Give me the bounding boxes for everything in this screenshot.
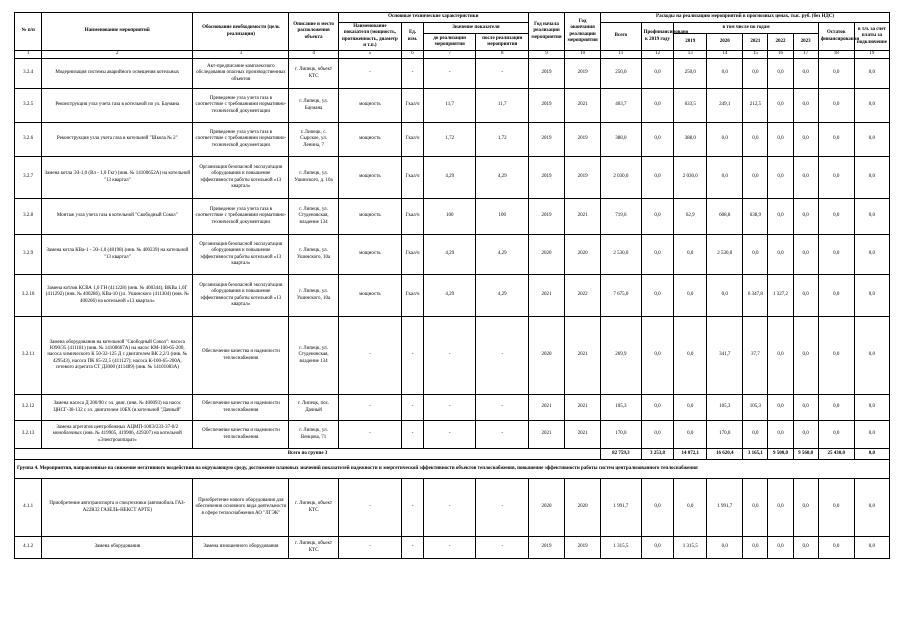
cell-y23: 0,0 [793, 235, 818, 275]
cell-loc: г. Липецк, ул. Венцова, 71 [289, 421, 338, 449]
cell-y21: 105,3 [743, 395, 768, 421]
cell-tech: - [338, 317, 401, 395]
cell-rem: 0,0 [818, 421, 854, 449]
cell-after: - [476, 317, 529, 395]
cell-fee: 0,0 [854, 275, 889, 317]
cell-y20: 341,7 [707, 317, 743, 395]
cell-unit: Гкал/ч [402, 235, 424, 275]
cell-tech: мощность [338, 89, 401, 123]
cell-n: 4.1.1 [15, 479, 42, 537]
cell-y20: 0,0 [707, 59, 743, 89]
cell-rem: 0,0 [818, 479, 854, 537]
cell-y22: 0,0 [768, 317, 793, 395]
cell-end: 2021 [565, 317, 601, 395]
cell-rem: 0,0 [818, 59, 854, 89]
cell-y19: 250,0 [674, 59, 707, 89]
header-basis: Обоснование необходимости (цель реализации) [193, 13, 289, 51]
cell-loc: г. Липецк, объект КТС [289, 59, 338, 89]
column-number: 6 [402, 51, 424, 59]
header-2023: 2023 [793, 33, 818, 50]
column-number: 8 [476, 51, 529, 59]
cell-fee: 0,0 [854, 235, 889, 275]
cell-n: 3.2.7 [15, 157, 42, 199]
cell-total: 2 530,0 [601, 235, 641, 275]
group-total-row [15, 449, 890, 460]
cell-fin: 0,0 [641, 317, 674, 395]
cell-unit: - [402, 537, 424, 559]
cell-name: Модернизация системы аварийного освещения котельных [42, 59, 193, 89]
cell-fin: 0,0 [641, 235, 674, 275]
cell-before: 11,7 [423, 89, 475, 123]
cell-n: 3.2.12 [15, 395, 42, 421]
cell-total: 388,0 [601, 123, 641, 157]
cell-basis: Приведение узла учета газа в соответствие с требованиями нормативно-технической документации [193, 123, 289, 157]
cell-tech: мощность [338, 123, 401, 157]
cell-fin: 0,0 [641, 421, 674, 449]
table-row [15, 275, 890, 317]
cell-tech: - [338, 537, 401, 559]
cell-tech: - [338, 479, 401, 537]
cell-before: - [423, 59, 475, 89]
cell-y21: 0,0 [743, 123, 768, 157]
cell-n: 3.2.8 [15, 199, 42, 235]
header-costs: Расходы на реализацию мероприятий в прогнозных ценах, тыс. руб. (без НДС) [601, 13, 890, 23]
cell-start: 2019 [528, 59, 564, 89]
header-2019: 2019 [674, 33, 707, 50]
cell-unit: - [402, 395, 424, 421]
cell-unit: - [402, 317, 424, 395]
cell-before: 100 [423, 199, 475, 235]
cell-fin: 0,0 [641, 59, 674, 89]
cell-fee: 0,0 [854, 479, 889, 537]
cell-n: 3.2.9 [15, 235, 42, 275]
cell-fin: 0,0 [641, 123, 674, 157]
cell-loc: г. Липецк, с. Сырское, ул. Ленина, 7 [289, 123, 338, 157]
cell-y19: 0,0 [674, 395, 707, 421]
cell-y22: 1 327,2 [768, 275, 793, 317]
cell-end: 2019 [565, 123, 601, 157]
total-total: 82 759,3 [601, 449, 641, 460]
cell-y22: 0,0 [768, 479, 793, 537]
column-number: 17 [793, 51, 818, 59]
cell-basis: Замена изношенного оборудования [193, 537, 289, 559]
cell-total: 1 991,7 [601, 479, 641, 537]
cell-start: 2019 [528, 89, 564, 123]
cell-start: 2019 [528, 199, 564, 235]
cell-name: Замена агрегатов центробежных АЦМП-100Э/233-37-0/2 моноблочных (инв. № 419905, 419906, 429307) на котельной «Электроаппарат» [42, 421, 193, 449]
cell-y23: 0,0 [793, 89, 818, 123]
cell-fin: 0,0 [641, 479, 674, 537]
header-location: Описание и место расположения объекта [289, 13, 338, 51]
cell-total: 403,7 [601, 89, 641, 123]
column-number: 11 [601, 51, 641, 59]
column-number-row [15, 51, 890, 59]
cell-end: 2021 [565, 395, 601, 421]
cell-start: 2021 [528, 395, 564, 421]
cell-tech: - [338, 421, 401, 449]
cell-y22: 0,0 [768, 537, 793, 559]
cell-y20: 0,0 [707, 157, 743, 199]
cell-rem: 0,0 [818, 395, 854, 421]
cell-end: 2022 [565, 275, 601, 317]
cell-y22: 0,0 [768, 89, 793, 123]
column-number: 13 [674, 51, 707, 59]
table-row [15, 421, 890, 449]
cell-before: 4,29 [423, 275, 475, 317]
cell-start: 2020 [528, 479, 564, 537]
group-total-label: Всего по группе 3 [15, 449, 601, 460]
cell-after: - [476, 479, 529, 537]
cell-n: 3.2.10 [15, 275, 42, 317]
cell-before: 4,29 [423, 235, 475, 275]
column-number: 2 [42, 51, 193, 59]
cell-name: Замена оборудования на котельной "Свободный Сокол": насоса Ю90/35 (411181) (инв. № 14100667А) на насос КМ-100-65-200, насоса химического К 50-32-125 Д с двигателем ВК 2,2/3 (инв. № 429543), насоса ПК 65-22,5 (411127); насоса К-100-65-200А, сетевого агрегата СТ Д3000 (411489) (инв. № 14101083А) [42, 317, 193, 395]
table-row [15, 89, 890, 123]
cell-unit: Гкал/ч [402, 89, 424, 123]
cell-name: Приобретение автотранспорта и спецтехники (автомобиль ГАЗ-А22R32 ГАЗЕЛЬ-НЕКСТ АРТЕ) [42, 479, 193, 537]
cell-rem: 0,0 [818, 123, 854, 157]
cell-after: - [476, 537, 529, 559]
cell-basis: Акт-предписание комплексного обследования опасных производственных объектов [193, 59, 289, 89]
header-start-year: Год начала реализации мероприятия [528, 13, 564, 51]
cell-y21: 0,0 [743, 235, 768, 275]
cell-y20: 608,8 [707, 199, 743, 235]
cell-fin: 0,0 [641, 275, 674, 317]
header-remain: Остаток финансирования [818, 23, 854, 51]
cell-y23: 0,0 [793, 199, 818, 235]
cell-y22: 0,0 [768, 157, 793, 199]
cell-y23: 0,0 [793, 395, 818, 421]
header-unit: Ед. изм. [402, 23, 424, 51]
cell-before: - [423, 537, 475, 559]
cell-end: 2021 [565, 89, 601, 123]
cell-unit: Гкал/ч [402, 157, 424, 199]
cell-total: 2 030,0 [601, 157, 641, 199]
cell-loc: г. Липецк, ул. Студеновская, владение 134 [289, 317, 338, 395]
cell-rem: 0,0 [818, 89, 854, 123]
header-name: Наименование мероприятий [42, 13, 193, 51]
cell-name: Монтаж узла учета газа в котельной "Свободный Сокол" [42, 199, 193, 235]
cell-y20: 249,1 [707, 89, 743, 123]
cell-unit: Гкал/ч [402, 123, 424, 157]
cell-fee: 0,0 [854, 317, 889, 395]
column-number: 18 [818, 51, 854, 59]
cell-start: 2021 [528, 275, 564, 317]
cell-n: 3.2.11 [15, 317, 42, 395]
cell-unit: - [402, 421, 424, 449]
header-2021: 2021 [743, 33, 768, 50]
cell-start: 2019 [528, 537, 564, 559]
cell-rem: 0,0 [818, 157, 854, 199]
cell-y19: 62,9 [674, 199, 707, 235]
cell-fin: 0,0 [641, 89, 674, 123]
column-number: 9 [528, 51, 564, 59]
cell-tech: - [338, 59, 401, 89]
cell-tech: мощность [338, 235, 401, 275]
total-fee: 0,0 [854, 449, 889, 460]
cell-y19: 0,0 [674, 317, 707, 395]
cell-tech: мощность [338, 157, 401, 199]
cell-after: 11,7 [476, 89, 529, 123]
cell-fee: 0,0 [854, 421, 889, 449]
cell-fee: 0,0 [854, 199, 889, 235]
column-number: 15 [743, 51, 768, 59]
cell-y21: 638,9 [743, 199, 768, 235]
cell-loc: г. Липецк, объект КТС [289, 479, 338, 537]
cell-after: 1,72 [476, 123, 529, 157]
cell-y19: 0,0 [674, 235, 707, 275]
cell-name: Замена оборудования [42, 537, 193, 559]
cell-y23: 0,0 [793, 275, 818, 317]
cell-fin: 0,0 [641, 199, 674, 235]
cell-end: 2019 [565, 59, 601, 89]
cell-y23: 0,0 [793, 479, 818, 537]
cell-name: Реконструкция узла учета газа в котельной по ул. Баумана [42, 89, 193, 123]
cell-unit: Гкал/ч [402, 275, 424, 317]
cell-y19: 633,5 [674, 89, 707, 123]
cell-total: 250,0 [601, 59, 641, 89]
cell-before: 4,29 [423, 157, 475, 199]
cell-total: 170,0 [601, 421, 641, 449]
header-before: до реализации мероприятия [423, 33, 475, 50]
cell-y19: 0,0 [674, 421, 707, 449]
cell-basis: Приведение узла учета газа в соответствие с требованиями нормативно-технической документации [193, 89, 289, 123]
column-number: 4 [289, 51, 338, 59]
cell-end: 2021 [565, 199, 601, 235]
cell-y19: 2 030,0 [674, 157, 707, 199]
cell-name: Реконструкция узла учета газа в котельной "Школа № 2" [42, 123, 193, 157]
cell-y21: 0,0 [743, 157, 768, 199]
column-number: 12 [641, 51, 674, 59]
cell-y22: 0,0 [768, 123, 793, 157]
cell-fee: 0,0 [854, 537, 889, 559]
table-row [15, 157, 890, 199]
cell-y23: 0,0 [793, 157, 818, 199]
header-num: № п/п [15, 13, 42, 51]
cell-y21: 6 347,8 [743, 275, 768, 317]
header-years: в том числе по годам [674, 23, 818, 34]
cell-rem: 0,0 [818, 537, 854, 559]
cell-y21: 0,0 [743, 479, 768, 537]
cell-y19: 388,0 [674, 123, 707, 157]
cell-basis: Обеспечение качества и надежности теплоснабжения [193, 395, 289, 421]
total-y21: 3 165,1 [743, 449, 768, 460]
column-number: 3 [193, 51, 289, 59]
total-y19: 14 072,1 [674, 449, 707, 460]
cell-n: 3.2.6 [15, 123, 42, 157]
cell-basis: Обеспечение качества и надежности теплоснабжения [193, 317, 289, 395]
cell-after: 4,29 [476, 235, 529, 275]
cell-basis: Обеспечение качества и надежности теплоснабжения [193, 421, 289, 449]
total-y23: 9 560,0 [793, 449, 818, 460]
cell-start: 2019 [528, 157, 564, 199]
cell-loc: г. Липецк, пос. Дачный [289, 395, 338, 421]
cell-fee: 0,0 [854, 395, 889, 421]
cell-basis: Организация безопасной эксплуатации оборудования и повышение эффективности работы котельной «13 квартал» [193, 275, 289, 317]
cell-y23: 0,0 [793, 421, 818, 449]
total-fin: 3 253,8 [641, 449, 674, 460]
cell-y23: 0,0 [793, 123, 818, 157]
total-y20: 16 620,4 [707, 449, 743, 460]
cell-end: 2020 [565, 479, 601, 537]
cell-unit: - [402, 59, 424, 89]
cell-fin: 0,0 [641, 157, 674, 199]
cell-basis: Организация безопасной эксплуатации оборудования и повышение эффективности работы котельной «13 квартал» [193, 235, 289, 275]
cell-rem: 0,0 [818, 199, 854, 235]
cell-y22: 0,0 [768, 59, 793, 89]
cell-basis: Приобретение нового оборудования для обеспечения основного вида деятельности в сфере теплоснабжения АО "ЛГЭК" [193, 479, 289, 537]
cell-total: 7 675,0 [601, 275, 641, 317]
cell-rem: 0,0 [818, 275, 854, 317]
cell-total: 719,6 [601, 199, 641, 235]
table-row [15, 123, 890, 157]
cell-start: 2021 [528, 421, 564, 449]
cell-y21: 0,0 [743, 421, 768, 449]
cell-unit: Гкал/ч [402, 199, 424, 235]
header-tech-name: Наименование показателя (мощность, протяженность, диаметр и т.п.) [338, 23, 401, 51]
table-row [15, 479, 890, 537]
cell-loc: г. Липецк, ул. Студеновская, владение 134 [289, 199, 338, 235]
cell-end: 2021 [565, 421, 601, 449]
cell-after: - [476, 395, 529, 421]
column-number: 10 [565, 51, 601, 59]
cell-n: 3.2.5 [15, 89, 42, 123]
cell-name: Замена котла КВа-1 - ЭЗ-1,0 (40198) (инв. № 400239) на котельной "13 квартал" [42, 235, 193, 275]
column-number: 7 [423, 51, 475, 59]
cell-fee: 0,0 [854, 123, 889, 157]
header-financed: Профинансировано к 2019 году [641, 23, 674, 51]
cell-y22: 0,0 [768, 235, 793, 275]
cell-y20: 170,0 [707, 421, 743, 449]
cell-loc: г. Липецк, объект КТС [289, 537, 338, 559]
cell-y21: 0,0 [743, 59, 768, 89]
cell-y23: 0,0 [793, 59, 818, 89]
cell-y19: 1 315,5 [674, 537, 707, 559]
header-end-year: Год окончания реализации мероприятия [565, 13, 601, 51]
cell-start: 2020 [528, 235, 564, 275]
cell-y19: 0,0 [674, 275, 707, 317]
cell-tech: мощность [338, 275, 401, 317]
table-row [15, 537, 890, 559]
column-number: 5 [338, 51, 401, 59]
column-number: 16 [768, 51, 793, 59]
cell-n: 4.1.2 [15, 537, 42, 559]
header-2020: 2020 [707, 33, 743, 50]
cell-basis: Организация безопасной эксплуатации оборудования и повышение эффективности работы котельной «13 квартал» [193, 157, 289, 199]
total-y22: 9 500,0 [768, 449, 793, 460]
cell-total: 105,3 [601, 395, 641, 421]
table-row [15, 395, 890, 421]
cell-name: Замена котлов КСВА 1,0 ГН (411228) (инв. № 400344), ВКВа 1,0Г (411292) (инв. № 400286), КВа-10 (ул. Ушинского (411304) (инв. № 400266) на котельной «13 квартал» [42, 275, 193, 317]
cell-after: 100 [476, 199, 529, 235]
header-2022: 2022 [768, 33, 793, 50]
cell-fin: 0,0 [641, 395, 674, 421]
cell-basis: Приведение узла учета газа в соответствие с требованиями нормативно-технической документации [193, 199, 289, 235]
column-number: 1 [15, 51, 42, 59]
cell-y20: 2 530,0 [707, 235, 743, 275]
header-total: Всего [601, 23, 641, 51]
cell-loc: г. Липецк, ул. Ушинского, 10а [289, 275, 338, 317]
cell-tech: мощность [338, 199, 401, 235]
cell-start: 2020 [528, 317, 564, 395]
cell-before: - [423, 479, 475, 537]
group-heading-row [15, 460, 890, 479]
cell-y21: 0,0 [743, 537, 768, 559]
investment-program-table [14, 12, 890, 559]
group-heading: Группа 4. Мероприятия, направленные на снижение негативного воздействия на окружающую среду, достижение плановых значений показателей надежности и энергетической эффективности объектов теплоснабжения, повышение эффективности работы систем централизованного теплоснабжения [15, 460, 890, 479]
cell-y21: 212,5 [743, 89, 768, 123]
cell-y21: 37,7 [743, 317, 768, 395]
total-rem: 25 430,0 [818, 449, 854, 460]
cell-before: - [423, 395, 475, 421]
cell-start: 2019 [528, 123, 564, 157]
cell-before: 1,72 [423, 123, 475, 157]
cell-y20: 0,0 [707, 123, 743, 157]
cell-after: 4,29 [476, 157, 529, 199]
table-row [15, 59, 890, 89]
cell-n: 3.2.4 [15, 59, 42, 89]
cell-y20: 0,0 [707, 537, 743, 559]
cell-y22: 0,0 [768, 421, 793, 449]
cell-loc: г. Липецк, ул. Ушинского, 10а [289, 235, 338, 275]
cell-after: - [476, 59, 529, 89]
cell-after: 4,29 [476, 275, 529, 317]
cell-total: 1 315,5 [601, 537, 641, 559]
cell-loc: г. Липецк, ул. Ушинского, д. 10а [289, 157, 338, 199]
cell-end: 2020 [565, 235, 601, 275]
cell-fee: 0,0 [854, 157, 889, 199]
cell-y20: 105,3 [707, 395, 743, 421]
cell-rem: 0,0 [818, 317, 854, 395]
header-fee: в т.ч. за счет платы за подключение [854, 23, 889, 51]
cell-fee: 0,0 [854, 89, 889, 123]
cell-y19: 0,0 [674, 479, 707, 537]
cell-y20: 0,0 [707, 275, 743, 317]
cell-before: - [423, 421, 475, 449]
cell-loc: г. Липецк, ул. Баумана [289, 89, 338, 123]
cell-end: 2019 [565, 157, 601, 199]
header-values: Значение показателя [423, 23, 528, 34]
header-after: после реализации мероприятия [476, 33, 529, 50]
column-number: 14 [707, 51, 743, 59]
table-row [15, 317, 890, 395]
cell-y23: 0,0 [793, 317, 818, 395]
header-tech: Основные технические характеристики [338, 13, 528, 23]
cell-n: 3.2.13 [15, 421, 42, 449]
cell-y22: 0,0 [768, 395, 793, 421]
cell-fin: 0,0 [641, 537, 674, 559]
cell-y20: 1 991,7 [707, 479, 743, 537]
table-row [15, 235, 890, 275]
cell-rem: 0,0 [818, 235, 854, 275]
cell-name: Замена котла ЭЗ-1,0 (Вл - 1,0 Гкг) (инв. № 14100652А) на котельной "13 квартал" [42, 157, 193, 199]
cell-y22: 0,0 [768, 199, 793, 235]
cell-y23: 0,0 [793, 537, 818, 559]
cell-unit: - [402, 479, 424, 537]
cell-end: 2019 [565, 537, 601, 559]
cell-total: 269,9 [601, 317, 641, 395]
column-number: 19 [854, 51, 889, 59]
cell-name: Замена насоса Д 200/90 с эл. двиг. (инв. № 400093) на насос ЦНСГ-38-132 с эл. двигателем 10БХ (в котельной "Дачный" [42, 395, 193, 421]
cell-after: - [476, 421, 529, 449]
cell-tech: - [338, 395, 401, 421]
cell-before: - [423, 317, 475, 395]
table-row [15, 199, 890, 235]
cell-fee: 0,0 [854, 59, 889, 89]
